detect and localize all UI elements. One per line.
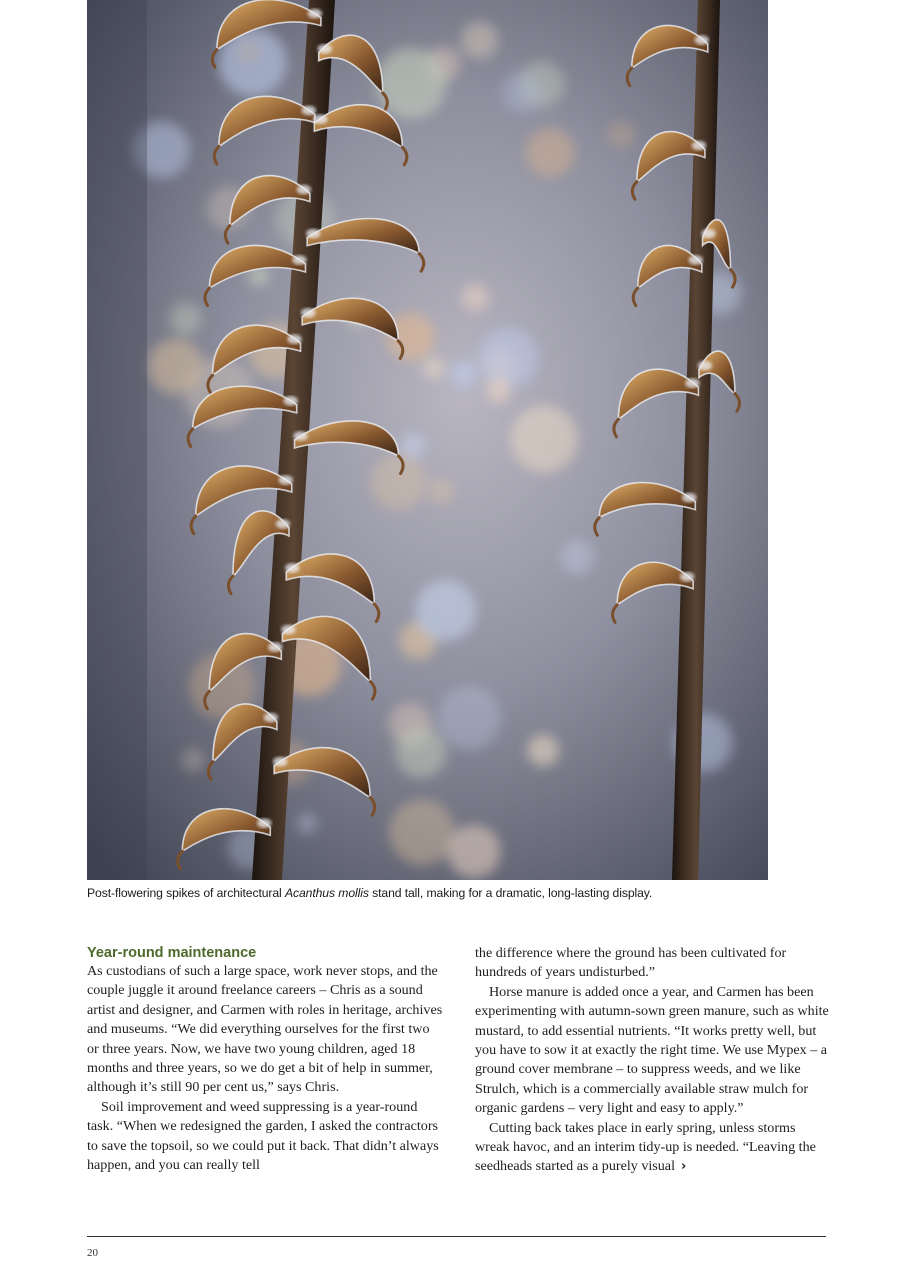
body-paragraph: the difference where the ground has been cultivated for hundreds of years undisturbed.” [475,945,787,981]
bokeh-light [401,433,425,457]
frost-node [257,818,271,828]
section-subheading: Year-round maintenance [87,945,257,961]
frost-node [292,255,306,265]
bokeh-light [461,284,489,312]
bokeh-light [479,328,538,387]
frost-node [279,475,293,485]
bokeh-light [148,339,203,394]
frost-node [281,625,295,635]
photo-caption [87,886,847,900]
frost-node [285,563,299,573]
caption-species-name: Acanthus mollis [284,886,369,900]
frost-node [268,642,282,652]
frost-node [692,141,706,151]
footer-rule [87,1236,826,1237]
bokeh-light [170,303,202,335]
bokeh-light [424,358,444,378]
body-paragraph: Horse manure is added once a year, and Carmen has been experimenting with autumn-sown green manure, such as white mustard, to add essential nutrients. “It works pretty well, but you have to sow it at exactly the right time. We use Mypex – a ground cover membrane – to suppress weeds, and we like Strulch, which is a commercially available straw mulch for organic gardens – very light and easy to apply.” [475,983,829,1117]
frost-node [264,713,278,723]
bokeh-light [526,128,575,177]
bokeh-light [511,405,578,472]
frost-node [308,9,322,19]
frost-node [680,572,694,582]
bokeh-light [437,686,501,750]
frost-node [695,35,709,45]
article-column-right [475,944,831,1177]
frost-node [287,334,301,344]
frost-node [698,361,712,371]
frost-node [318,44,332,54]
frost-node [701,229,715,239]
frost-node [284,396,298,406]
frost-node [682,493,696,503]
frost-node [273,757,287,767]
bokeh-light [607,121,636,150]
frost-node [293,431,307,441]
caption-text-after: stand tall, making for a dramatic, long-lasting display. [368,886,653,900]
frost-node [685,378,699,388]
frost-node [313,114,327,124]
frost-node [689,255,703,265]
bokeh-light [297,813,317,833]
body-paragraph: Soil improvement and weed suppressing is a year-round task. “When we redesigned the garden, I asked the contractors to save the topsoil, so we could put it back. That didn’t always happen, and you can really tell [87,1098,439,1174]
bokeh-light [371,455,426,510]
bokeh-light [451,361,477,387]
bokeh-light [415,580,476,641]
caption-text-before: Post-flowering spikes of architectural [87,886,285,900]
bokeh-light [389,799,455,865]
photo-illustration [87,0,768,880]
frost-node [297,185,311,195]
article-column-left [87,944,443,1175]
frost-node [276,519,290,529]
bokeh-light [181,748,205,772]
body-paragraph-text: Cutting back takes place in early spring, unless storms wreak havoc, and an interim tidy-up is needed. “Leaving the seedheads started as a purely visual [475,1119,816,1175]
frost-node [301,308,315,318]
frost-node [306,229,320,239]
bokeh-light [560,540,594,574]
bokeh-light [448,825,501,878]
page-number: 20 [87,1247,98,1259]
bokeh-light [486,378,511,403]
acanthus-seedhead-photo [87,0,768,880]
bokeh-light [501,72,542,113]
bokeh-light [428,478,454,504]
bokeh-light [461,22,498,59]
body-paragraph-last [475,1119,831,1177]
frost-node [302,106,316,116]
bokeh-light [396,727,447,778]
bokeh-light [527,735,559,767]
continue-arrow-icon: › [680,1159,687,1175]
body-paragraph: As custodians of such a large space, work never stops, and the couple juggle it around freelance careers – Chris as a sound artist and designer, and Carmen with roles in heritage, archives and museums. “We did everything ourselves for the first two or three years. Now, we have two young children, aged 18 months and three years, so we do get a bit of help in summer, although it’s still 90 per cent us,” says Chris. [87,963,443,1096]
bokeh-light [236,39,260,63]
